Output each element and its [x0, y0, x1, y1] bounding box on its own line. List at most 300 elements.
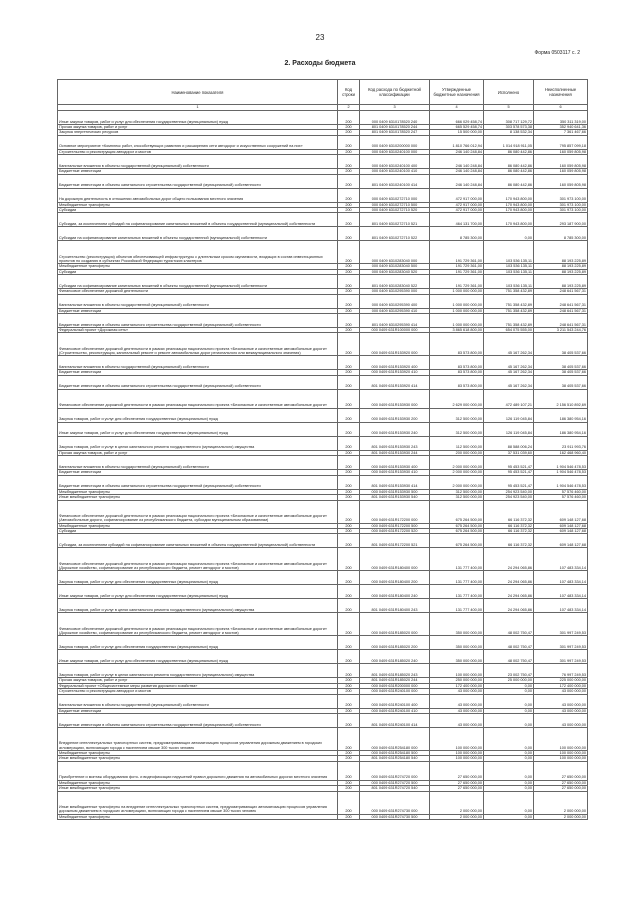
row-approved: 246 140 248,84 — [430, 174, 484, 188]
column-number: 1 — [58, 105, 338, 111]
row-classification-code: 000 0409 631R274720 000 — [360, 761, 430, 780]
row-line-code: 200 — [338, 456, 360, 470]
row-approved: 350 000 000,00 — [430, 650, 484, 664]
row-approved: 131 777 400,00 — [430, 571, 484, 585]
row-remaining: 27 650 000,00 — [534, 761, 588, 780]
row-remaining: 2 000 000,00 — [534, 791, 588, 814]
table-row — [58, 636, 588, 650]
row-approved: 43 000 000,00 — [430, 713, 484, 727]
table-body — [58, 111, 588, 820]
row-line-code: 200 — [338, 328, 360, 333]
row-classification-code: 000 0409 631R172200 000 — [360, 500, 430, 523]
row-approved: 1 000 000 000,00 — [430, 308, 484, 313]
row-line-code: 200 — [338, 208, 360, 213]
row-executed: 0,00 — [484, 689, 534, 694]
row-classification-code: 000 0409 6310240100 410 — [360, 169, 430, 174]
row-name: Капитальные вложения в объекты государственной (муниципальной) собственности — [58, 294, 338, 308]
row-approved: 2 000 000,00 — [430, 791, 484, 814]
row-name: Финансовое обеспечение дорожной деятельности — [58, 289, 338, 294]
row-classification-code: 801 0409 631R185020 244 — [360, 678, 430, 683]
row-name: Закупка товаров, работ и услуг в целях капитального ремонта государственного (муниципального) имущества — [58, 664, 338, 678]
row-classification-code: 000 0409 631R153930 200 — [360, 408, 430, 422]
row-approved: 675 264 500,00 — [430, 534, 484, 548]
row-line-code: 200 — [338, 613, 360, 636]
row-classification-code: 000 0409 631R185020 200 — [360, 636, 430, 650]
row-classification-code: 000 0409 6310200000 000 — [360, 135, 430, 149]
row-name: Бюджетные инвестиции в объекты капитального строительства государственной (муниципальной) собственности — [58, 314, 338, 328]
row-name: Финансовое обеспечение дорожной деятельности в рамках реализации национального проекта «Безопасные и качественные автомобильные дороги» — [58, 389, 338, 408]
row-line-code: 200 — [338, 422, 360, 436]
row-remaining: 248 641 567,31 — [534, 308, 588, 313]
row-approved: 675 264 500,00 — [430, 528, 484, 533]
table-row — [58, 174, 588, 188]
row-line-code: 200 — [338, 111, 360, 125]
row-line-code: 200 — [338, 678, 360, 683]
row-approved: 675 264 500,00 — [430, 500, 484, 523]
row-line-code: 200 — [338, 125, 360, 130]
row-classification-code: 801 0409 631R153930 414 — [360, 475, 430, 489]
row-executed: 0,00 — [484, 727, 534, 750]
row-executed: 0,00 — [484, 713, 534, 727]
table-row — [58, 613, 588, 636]
row-name: Строительство (реконструкция) объектов обеспечивающей инфраструктуры с длительным сроком окупаемости, входящих в состав инвестиционных проектов по созданию в субъектах Российской Федерации туристских кластеров — [58, 241, 338, 264]
row-name: На дорожную деятельность в отношении автомобильных дорог общего пользования местного значения — [58, 188, 338, 202]
table-row — [58, 599, 588, 613]
header-row — [58, 80, 588, 105]
page-number: 23 — [315, 33, 325, 42]
row-classification-code: 000 0409 631R153930 000 — [360, 389, 430, 408]
row-line-code: 200 — [338, 571, 360, 585]
row-executed: 24 294 065,86 — [484, 599, 534, 613]
row-line-code: 200 — [338, 727, 360, 750]
row-name: Закупка товаров, работ и услуг в целях капитального ремонта государственного (муниципального) имущества — [58, 599, 338, 613]
row-approved: 1 000 000 000,00 — [430, 294, 484, 308]
row-remaining: 248 641 567,31 — [534, 289, 588, 294]
row-name: Субсидии на софинансирование капитальных вложений в объекты государственной (муниципальной) собственности — [58, 227, 338, 241]
table-row — [58, 188, 588, 202]
row-executed: 103 536 135,11 — [484, 269, 534, 274]
column-number: 3 — [360, 105, 430, 111]
row-line-code: 200 — [338, 130, 360, 135]
row-executed: 48 002 750,47 — [484, 613, 534, 636]
row-classification-code: 000 0409 6310295390 410 — [360, 308, 430, 313]
row-remaining: 43 000 000,00 — [534, 694, 588, 708]
row-remaining: 160 059 805,98 — [534, 155, 588, 169]
row-remaining: 160 059 805,98 — [534, 169, 588, 174]
row-remaining: 160 059 805,98 — [534, 174, 588, 188]
row-classification-code: 000 0409 6310272710 000 — [360, 188, 430, 202]
header-remaining: Неисполненные назначения — [534, 80, 588, 105]
row-remaining: 172 400 000,00 — [534, 683, 588, 688]
table-row — [58, 713, 588, 727]
row-approved: 83 573 800,00 — [430, 333, 484, 356]
row-name: Бюджетные инвестиции — [58, 169, 338, 174]
row-classification-code: 000 0409 631R274730 000 — [360, 791, 430, 814]
row-executed: 654 075 555,00 — [484, 328, 534, 333]
row-executed: 86 080 442,86 — [484, 149, 534, 154]
row-line-code: 200 — [338, 650, 360, 664]
row-line-code: 200 — [338, 389, 360, 408]
row-line-code: 200 — [338, 241, 360, 264]
row-remaining: 88 193 225,89 — [534, 269, 588, 274]
row-remaining: 2 156 510 892,69 — [534, 389, 588, 408]
table-row — [58, 356, 588, 370]
form-code: Форма 0503117 с. 2 — [534, 50, 580, 56]
row-line-code: 200 — [338, 155, 360, 169]
row-name: Иные закупки товаров, работ и услуг для обеспечения государственных (муниципальных) нужд — [58, 650, 338, 664]
row-classification-code: 000 0409 631R153930 500 — [360, 489, 430, 494]
row-remaining: 186 380 954,16 — [534, 422, 588, 436]
row-classification-code: 000 0409 6310283040 520 — [360, 269, 430, 274]
row-executed: 308 717 129,72 — [484, 111, 534, 125]
table-row — [58, 814, 588, 819]
row-approved: 312 500 000,00 — [430, 408, 484, 422]
row-remaining: 609 148 127,68 — [534, 528, 588, 533]
row-line-code: 200 — [338, 375, 360, 389]
table-row — [58, 155, 588, 169]
row-executed: 45 167 262,34 — [484, 333, 534, 356]
row-executed: 48 002 750,47 — [484, 636, 534, 650]
row-line-code: 200 — [338, 314, 360, 328]
row-classification-code: 000 0409 631R185020 000 — [360, 613, 430, 636]
row-line-code: 200 — [338, 528, 360, 533]
row-remaining: 248 641 567,31 — [534, 314, 588, 328]
row-executed: 24 294 065,86 — [484, 585, 534, 599]
row-name: Бюджетные инвестиции — [58, 370, 338, 375]
row-approved: 2 000 000,00 — [430, 814, 484, 819]
row-line-code: 200 — [338, 470, 360, 475]
row-line-code: 200 — [338, 202, 360, 207]
row-line-code: 200 — [338, 264, 360, 269]
row-classification-code: 801 0409 6310295390 414 — [360, 314, 430, 328]
column-number: 5 — [484, 105, 534, 111]
row-executed: 88 588 006,24 — [484, 436, 534, 450]
row-executed: 0,00 — [484, 683, 534, 688]
row-approved: 2 000 000 000,00 — [430, 470, 484, 475]
row-line-code: 200 — [338, 135, 360, 149]
row-classification-code: 801 0409 631R274720 540 — [360, 786, 430, 791]
row-approved: 172 400 000,00 — [430, 683, 484, 688]
row-name: Прочая закупка товаров, работ и услуг — [58, 125, 338, 130]
row-name: Межбюджетные трансферты — [58, 264, 338, 269]
row-line-code: 200 — [338, 450, 360, 455]
row-executed: 86 080 442,86 — [484, 155, 534, 169]
row-line-code: 200 — [338, 548, 360, 571]
row-executed: 95 453 521,47 — [484, 456, 534, 470]
row-name: Иные межбюджетные трансферты — [58, 756, 338, 761]
row-approved: 83 573 800,00 — [430, 375, 484, 389]
row-approved: 312 500 000,00 — [430, 495, 484, 500]
row-name: Бюджетные инвестиции в объекты капитального строительства государственной (муниципальной) собственности — [58, 174, 338, 188]
row-approved: 27 650 000,00 — [430, 780, 484, 785]
row-line-code: 200 — [338, 495, 360, 500]
row-line-code: 200 — [338, 664, 360, 678]
row-remaining: 609 148 127,68 — [534, 534, 588, 548]
row-approved: 472 917 000,00 — [430, 188, 484, 202]
row-line-code: 200 — [338, 761, 360, 780]
row-name: Закупка товаров, работ и услуг для обеспечения государственных (муниципальных) нужд — [58, 571, 338, 585]
row-line-code: 200 — [338, 756, 360, 761]
row-remaining: 57 576 460,00 — [534, 495, 588, 500]
row-name: Субсидии на софинансирование капитальных вложений в объекты государственной (муниципальной) собственности — [58, 275, 338, 289]
row-approved: 666 029 458,74 — [430, 111, 484, 125]
row-remaining: 301 997 249,53 — [534, 613, 588, 636]
row-line-code: 200 — [338, 489, 360, 494]
row-line-code: 200 — [338, 269, 360, 274]
row-executed: 170 943 800,00 — [484, 208, 534, 213]
row-approved: 472 917 000,00 — [430, 202, 484, 207]
row-remaining: 57 576 460,00 — [534, 489, 588, 494]
row-executed: 1 014 918 911,05 — [484, 135, 534, 149]
row-executed: 66 116 372,32 — [484, 534, 534, 548]
row-name: Межбюджетные трансферты — [58, 202, 338, 207]
row-approved: 131 777 400,00 — [430, 548, 484, 571]
row-name: Финансовое обеспечение дорожной деятельности в рамках реализации национального проекта «Безопасные и качественные автомобильные дороги» (Дорожное хозяйство, софинансирование из республиканского бюджета, ремонт автодорог и мостов) — [58, 613, 338, 636]
row-name: Бюджетные инвестиции — [58, 308, 338, 313]
row-line-code: 200 — [338, 694, 360, 708]
row-classification-code: 000 0409 631R172200 500 — [360, 523, 430, 528]
row-line-code: 200 — [338, 475, 360, 489]
row-approved: 246 140 248,84 — [430, 169, 484, 174]
row-executed: 751 358 432,89 — [484, 289, 534, 294]
row-executed: 472 489 107,21 — [484, 389, 534, 408]
row-classification-code: 000 0409 631R180400 200 — [360, 571, 430, 585]
row-classification-code: 801 0409 631R153930 244 — [360, 450, 430, 455]
row-remaining: 27 650 000,00 — [534, 780, 588, 785]
row-executed: 86 080 442,86 — [484, 169, 534, 174]
row-name: Межбюджетные трансферты — [58, 814, 338, 819]
row-remaining: 38 405 537,66 — [534, 333, 588, 356]
row-executed: 751 358 432,89 — [484, 308, 534, 313]
table-row — [58, 227, 588, 241]
row-remaining: 350 311 319,00 — [534, 111, 588, 125]
row-remaining: 352 940 641,36 — [534, 125, 588, 130]
row-executed: 45 167 262,34 — [484, 375, 534, 389]
row-line-code: 200 — [338, 227, 360, 241]
row-executed: 0,00 — [484, 814, 534, 819]
row-line-code: 200 — [338, 188, 360, 202]
table-row — [58, 761, 588, 780]
row-line-code: 200 — [338, 689, 360, 694]
row-name: Федеральный проект «Дорожная сеть» — [58, 328, 338, 333]
row-executed: 0,00 — [484, 780, 534, 785]
table-row — [58, 333, 588, 356]
row-executed: 170 943 800,00 — [484, 188, 534, 202]
row-name: Бюджетные инвестиции в объекты капитального строительства государственной (муниципальной) собственности — [58, 713, 338, 727]
table-row — [58, 664, 588, 678]
row-classification-code: 000 0409 631R240100 410 — [360, 708, 430, 713]
row-executed: 170 943 800,00 — [484, 202, 534, 207]
row-classification-code: 000 0409 631R153930 410 — [360, 470, 430, 475]
row-name: Капитальные вложения в объекты государственной (муниципальной) собственности — [58, 155, 338, 169]
header-classification-code: Код расхода по бюджетной классификации — [360, 80, 430, 105]
row-name: Бюджетные инвестиции в объекты капитального строительства государственной (муниципальной) собственности — [58, 375, 338, 389]
table-row — [58, 694, 588, 708]
row-remaining: 301 973 100,00 — [534, 202, 588, 207]
row-name: Субсидии — [58, 208, 338, 213]
row-classification-code: 801 0409 631R185020 243 — [360, 664, 430, 678]
table-row — [58, 389, 588, 408]
row-executed: 86 080 442,86 — [484, 174, 534, 188]
row-classification-code: 000 0409 6310272710 500 — [360, 202, 430, 207]
header-approved: Утвержденные бюджетные назначения — [430, 80, 484, 105]
row-approved: 200 000 000,00 — [430, 450, 484, 455]
row-executed: 0,00 — [484, 708, 534, 713]
row-remaining: 107 483 334,14 — [534, 585, 588, 599]
row-classification-code: 000 0409 6310283040 500 — [360, 264, 430, 269]
row-remaining: 1 904 546 478,53 — [534, 456, 588, 470]
row-line-code: 200 — [338, 708, 360, 713]
row-classification-code: 801 0409 631R254180 540 — [360, 756, 430, 761]
table-row — [58, 727, 588, 750]
section-title: 2. Расходы бюджета — [284, 60, 356, 67]
table-row — [58, 585, 588, 599]
row-line-code: 200 — [338, 149, 360, 154]
row-approved: 350 000 000,00 — [430, 636, 484, 650]
row-executed: 23 002 750,47 — [484, 664, 534, 678]
row-name: Бюджетные инвестиции — [58, 708, 338, 713]
row-approved: 350 000 000,00 — [430, 613, 484, 636]
row-executed: 103 536 135,11 — [484, 275, 534, 289]
row-line-code: 200 — [338, 780, 360, 785]
row-line-code: 200 — [338, 791, 360, 814]
expenses-table — [57, 79, 588, 820]
table-row — [58, 791, 588, 814]
row-line-code: 200 — [338, 174, 360, 188]
table-row — [58, 408, 588, 422]
row-classification-code: 000 0409 631R254180 000 — [360, 727, 430, 750]
row-remaining: 301 997 249,53 — [534, 650, 588, 664]
row-executed: 103 536 135,11 — [484, 241, 534, 264]
row-name: Межбюджетные трансферты — [58, 780, 338, 785]
row-name: Финансовое обеспечение дорожной деятельности в рамках реализации национального проекта «Безопасные и качественные автомобильные дороги» (Дорожное хозяйство, софинансирование из республиканского бюджета, ремонт автодорог и мостов) — [58, 548, 338, 571]
row-approved: 131 777 400,00 — [430, 585, 484, 599]
row-executed: 751 358 432,89 — [484, 294, 534, 308]
row-executed: 66 116 372,32 — [484, 528, 534, 533]
header-line-code: Код строки — [338, 80, 360, 105]
row-executed: 37 531 039,60 — [484, 450, 534, 455]
row-executed: 170 943 800,00 — [484, 213, 534, 227]
row-name: Строительство и реконструкция автодорог и мостов — [58, 689, 338, 694]
table-row — [58, 456, 588, 470]
row-remaining: 43 000 000,00 — [534, 689, 588, 694]
row-name: Финансовое обеспечение дорожной деятельности в рамках реализации национального проекта «Безопасные и качественные автомобильные дороги» (Автомобильные дороги, софинансирование из республиканского бюджета, субсидии муниципальным образованиям) — [58, 500, 338, 523]
row-classification-code: 000 0409 631R200000 000 — [360, 683, 430, 688]
row-remaining: 43 000 000,00 — [534, 713, 588, 727]
row-remaining: 1 904 546 478,53 — [534, 470, 588, 475]
row-remaining: 27 650 000,00 — [534, 786, 588, 791]
row-approved: 665 529 458,74 — [430, 125, 484, 130]
row-name: Иные межбюджетные трансферты — [58, 495, 338, 500]
table-row — [58, 475, 588, 489]
row-approved: 83 573 800,00 — [430, 370, 484, 375]
row-classification-code: 000 0409 631R153920 410 — [360, 370, 430, 375]
row-name: Капитальные вложения в объекты государственной (муниципальной) собственности — [58, 356, 338, 370]
column-number: 2 — [338, 105, 360, 111]
row-remaining: 609 148 127,68 — [534, 500, 588, 523]
row-approved: 2 000 000 000,00 — [430, 475, 484, 489]
row-name: Строительство и реконструкция автодорог и мостов — [58, 149, 338, 154]
table-row — [58, 650, 588, 664]
row-remaining: 8 785 300,00 — [534, 227, 588, 241]
row-executed: 751 358 432,89 — [484, 314, 534, 328]
row-executed: 8 138 532,34 — [484, 130, 534, 135]
row-classification-code: 801 0409 6310240100 414 — [360, 174, 430, 188]
table-row — [58, 314, 588, 328]
row-classification-code: 000 0409 6310283040 000 — [360, 241, 430, 264]
table-row — [58, 571, 588, 585]
row-name: Закупка товаров, работ и услуг в целях капитального ремонта государственного (муниципального) имущества — [58, 436, 338, 450]
row-classification-code: 000 0409 6310295390 000 — [360, 289, 430, 294]
row-classification-code: 000 0409 631R180400 000 — [360, 548, 430, 571]
row-executed: 45 167 262,34 — [484, 370, 534, 375]
row-remaining: 38 405 537,66 — [534, 370, 588, 375]
table-row — [58, 534, 588, 548]
row-line-code: 200 — [338, 585, 360, 599]
table-row — [58, 213, 588, 227]
row-approved: 100 000 000,00 — [430, 756, 484, 761]
row-name: Капитальные вложения в объекты государственной (муниципальной) собственности — [58, 456, 338, 470]
row-executed: 45 167 262,34 — [484, 356, 534, 370]
table-row — [58, 422, 588, 436]
row-classification-code: 000 0409 631R240100 400 — [360, 694, 430, 708]
row-remaining: 301 973 100,00 — [534, 208, 588, 213]
row-name: Закупка товаров, работ и услуг для обеспечения государственных (муниципальных) нужд — [58, 408, 338, 422]
row-classification-code: 000 0409 6310240100 000 — [360, 149, 430, 154]
row-name: Межбюджетные трансферты — [58, 750, 338, 755]
row-name: Приобретение и монтаж оборудования фото- и видеофиксации нарушений правил дорожного движения на автомобильных дорогах местного значения — [58, 761, 338, 780]
row-line-code: 200 — [338, 333, 360, 356]
row-executed: 126 119 045,84 — [484, 422, 534, 436]
row-line-code: 200 — [338, 599, 360, 613]
row-classification-code: 000 0409 6310240100 400 — [360, 155, 430, 169]
row-classification-code: 801 0409 6310283040 522 — [360, 275, 430, 289]
column-number: 6 — [534, 105, 588, 111]
row-remaining: 100 000 000,00 — [534, 750, 588, 755]
row-classification-code: 000 0409 6310295390 400 — [360, 294, 430, 308]
row-approved: 472 917 000,00 — [430, 208, 484, 213]
row-remaining: 107 483 334,14 — [534, 599, 588, 613]
row-classification-code: 801 0409 6310272710 521 — [360, 213, 430, 227]
row-name: Прочая закупка товаров, работ и услуг — [58, 450, 338, 455]
row-executed: 126 119 045,84 — [484, 408, 534, 422]
row-remaining: 107 483 334,14 — [534, 571, 588, 585]
row-classification-code: 000 0409 6310272710 520 — [360, 208, 430, 213]
row-approved: 246 140 248,84 — [430, 155, 484, 169]
row-approved: 312 500 000,00 — [430, 422, 484, 436]
row-line-code: 200 — [338, 294, 360, 308]
row-line-code: 200 — [338, 683, 360, 688]
row-classification-code: 000 0409 6310178520 240 — [360, 111, 430, 125]
row-executed: 66 116 372,32 — [484, 523, 534, 528]
row-remaining: 88 193 225,89 — [534, 275, 588, 289]
row-approved: 8 785 300,00 — [430, 227, 484, 241]
row-approved: 1 000 000 000,00 — [430, 314, 484, 328]
row-name: Субсидии — [58, 269, 338, 274]
row-approved: 27 650 000,00 — [430, 786, 484, 791]
row-line-code: 200 — [338, 713, 360, 727]
row-remaining: 1 904 546 478,53 — [534, 475, 588, 489]
row-remaining: 100 000 000,00 — [534, 756, 588, 761]
row-executed: 24 294 065,86 — [484, 571, 534, 585]
row-remaining: 293 187 900,00 — [534, 213, 588, 227]
row-remaining: 162 468 960,40 — [534, 450, 588, 455]
row-line-code: 200 — [338, 534, 360, 548]
row-line-code: 200 — [338, 814, 360, 819]
row-classification-code: 000 0409 631R153920 400 — [360, 356, 430, 370]
row-classification-code: 000 0409 631R153920 000 — [360, 333, 430, 356]
row-executed: 0,00 — [484, 694, 534, 708]
